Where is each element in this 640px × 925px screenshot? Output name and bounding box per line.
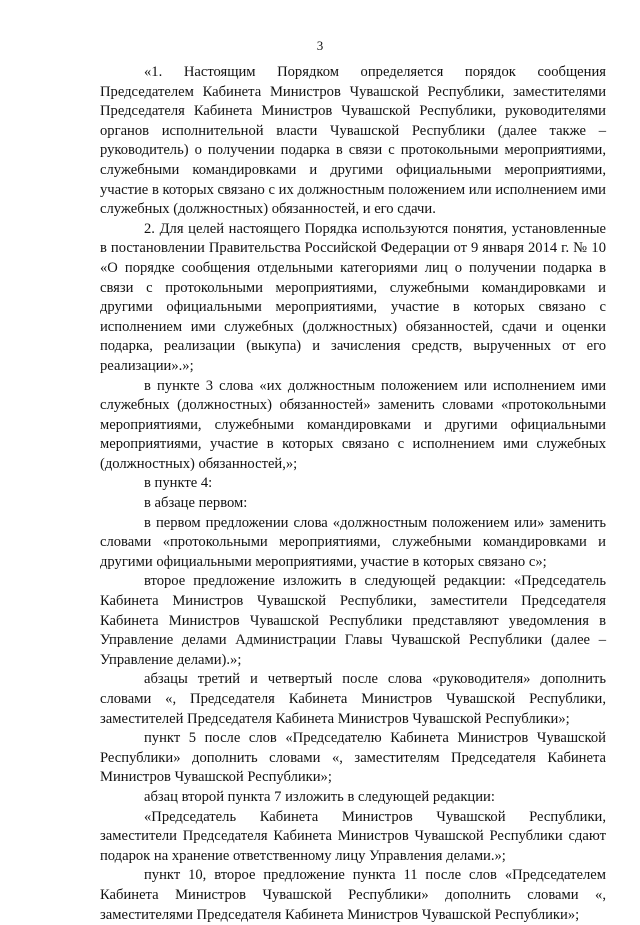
paragraph: в пункте 3 слова «их должностным положением или исполнением ими служебных (должностных) обязанностей» заменить словами «протокольными мероприятиями, служебными командировками и другими официальными мероприятиями, участие в которых связано с исполнением ими служебных (должностных) обязанностей,»; [100,377,606,472]
paragraph: в абзаце первом: [144,495,248,512]
page-number: 3 [316,38,324,53]
paragraph: «1. Настоящим Порядком определяется порядок сообщения Председателем Кабинета Министров Чувашской Республики, заместителями Председателя Кабинета Министров Чувашской Республики, руководителями органов исполнительной власти Чувашской Республики (далее также – руководитель) о получении подарка в связи с протокольными мероприятиями, служебными командировками и другими официальными мероприятиями, участие в которых связано с их должностным положением или исполнением ими служебных (должностных) обязанностей, и его сдачи. [100,64,606,218]
paragraph: пункт 10, второе предложение пункта 11 после слов «Председателем Кабинета Министров Чувашской Республики» дополнить словами «, заместителями Председателя Кабинета Министров Чувашской Республики»; [100,867,606,923]
paragraph: «Председатель Кабинета Министров Чувашской Республики, заместители Председателя Кабинета Министров Чувашской Республики сдают подарок на хранение ответственному лицу Управления делами.»; [100,808,606,864]
document-body [100,63,606,925]
paragraph: 2. Для целей настоящего Порядка используются понятия, установленные в постановлении Правительства Российской Федерации от 9 января 2014 г. № 10 «О порядке сообщения отдельными категориями лиц о получении подарка в связи с протокольными мероприятиями, служебными командировками и другими официальными мероприятиями, участие в которых связано с исполнением ими служебных (должностных) обязанностей, сдачи и оценки подарка, реализации (выкупа) и зачисления средств, вырученных от его реализации».»; [100,220,606,374]
paragraph: второе предложение изложить в следующей редакции: «Председатель Кабинета Министров Чувашской Республики, заместители Председателя Кабинета Министров Чувашской Республики представляют уведомления в Управление делами Администрации Главы Чувашской Республики (далее – Управление делами).»; [100,573,606,668]
paragraph: абзацы третий и четвертый после слова «руководителя» дополнить словами «, Председателя Кабинета Министров Чувашской Республики, заместителей Председателя Кабинета Министров Чувашской Республики»; [100,671,606,727]
paragraph: абзац второй пункта 7 изложить в следующей редакции: [144,788,495,805]
paragraph: в первом предложении слова «должностным положением или» заменить словами «протокольными мероприятиями, служебными командировками и другими официальными мероприятиями, участие в которых связано с»; [100,514,606,570]
paragraph: пункт 5 после слов «Председателю Кабинета Министров Чувашской Республики» дополнить словами «, заместителям Председателя Кабинета Министров Чувашской Республики»; [100,730,606,786]
paragraph: в пункте 4: [144,475,213,492]
